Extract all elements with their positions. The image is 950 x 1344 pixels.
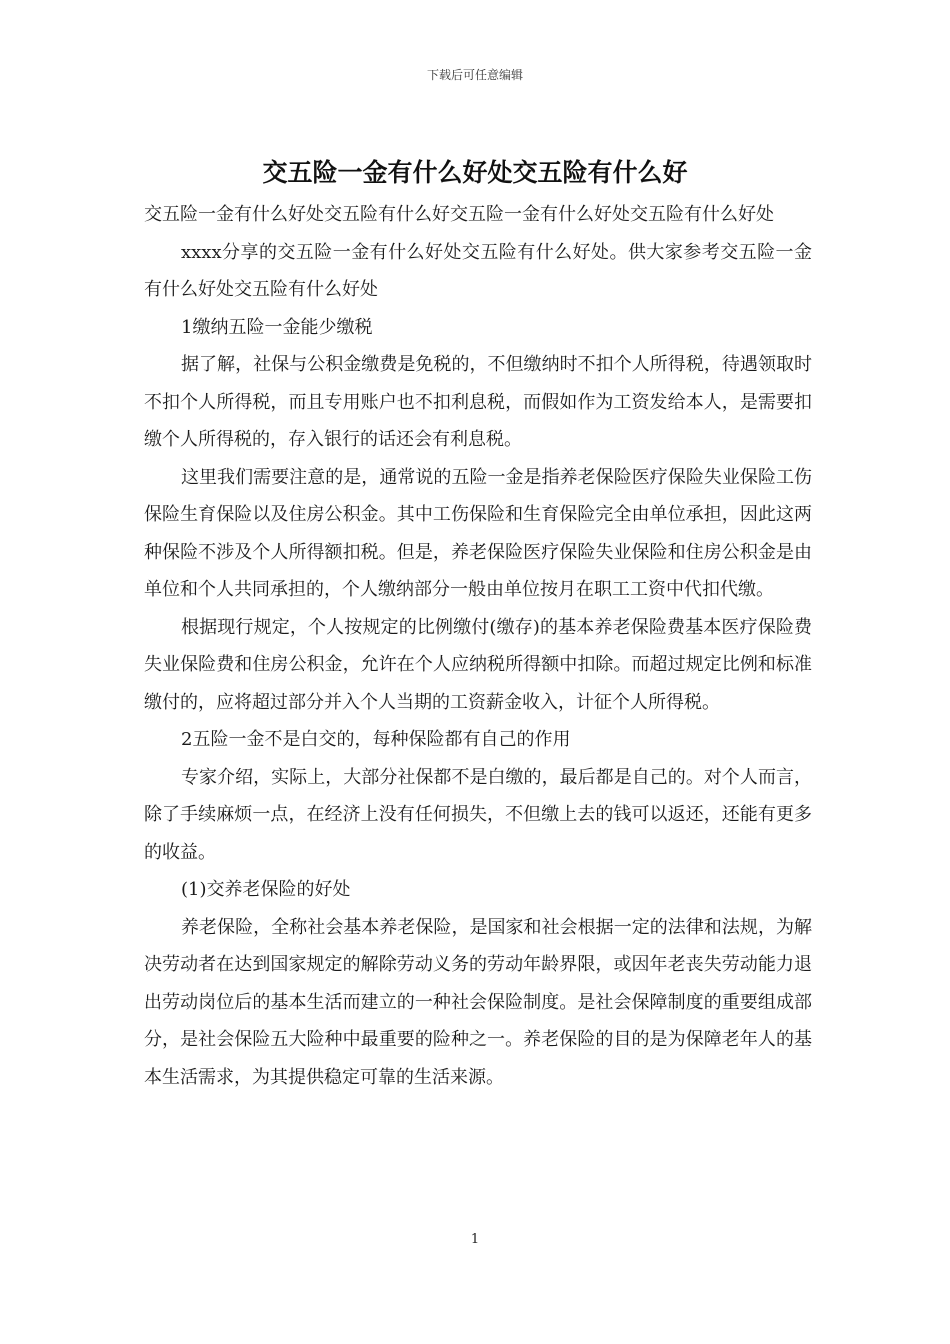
paragraph: 这里我们需要注意的是，通常说的五险一金是指养老保险医疗保险失业保险工伤保险生育保险以及住房公积金。其中工伤保险和生育保险完全由单位承担，因此这两种保险不涉及个人所得额扣税。但是，养老保险医疗保险失业保险和住房公积金是由单位和个人共同承担的，个人缴纳部分一般由单位按月在职工工资中代扣代缴。 — [144, 466, 812, 600]
paragraph-subtitle: 交五险一金有什么好处交五险有什么好交五险一金有什么好处交五险有什么好处 — [144, 204, 774, 225]
paragraph-intro: xxxx分享的交五险一金有什么好处交五险有什么好处。供大家参考交五险一金有什么好处交五险有什么好处 — [144, 241, 812, 300]
subsection-heading-pension: (1)交养老保险的好处 — [181, 879, 351, 900]
paragraph: 据了解，社保与公积金缴费是免税的，不但缴纳时不扣个人所得税，待遇领取时不扣个人所得税，而且专用账户也不扣利息税，而假如作为工资发给本人，是需要扣缴个人所得税的，存入银行的话还会有利息税。 — [144, 354, 812, 450]
paragraph: 根据现行规定，个人按规定的比例缴付(缴存)的基本养老保险费基本医疗保险费失业保险费和住房公积金，允许在个人应纳税所得额中扣除。而超过规定比例和标准缴付的，应将超过部分并入个人当期的工资薪金收入，计征个人所得税。 — [144, 616, 812, 713]
page-number: 1 — [470, 1232, 480, 1247]
download-note: 下载后可任意编辑 — [426, 68, 523, 82]
document-title: 交五险一金有什么好处交五险有什么好 — [262, 158, 688, 187]
section-heading-benefits: 2五险一金不是白交的，每种保险都有自己的作用 — [181, 729, 571, 750]
section-heading-tax: 1缴纳五险一金能少缴税 — [181, 316, 373, 338]
paragraph: 养老保险，全称社会基本养老保险，是国家和社会根据一定的法律和法规，为解决劳动者在达到国家规定的解除劳动义务的劳动年龄界限，或因年老丧失劳动能力退出劳动岗位后的基本生活而建立的一种社会保险制度。是社会保障制度的重要组成部分，是社会保险五大险种中最重要的险种之一。养老保险的目的是为保障老年人的基本生活需求，为其提供稳定可靠的生活来源。 — [144, 916, 812, 1088]
paragraph: 专家介绍，实际上，大部分社保都不是白缴的，最后都是自己的。对个人而言，除了手续麻烦一点，在经济上没有任何损失，不但缴上去的钱可以返还，还能有更多的收益。 — [144, 766, 812, 863]
document-body — [144, 196, 812, 1096]
